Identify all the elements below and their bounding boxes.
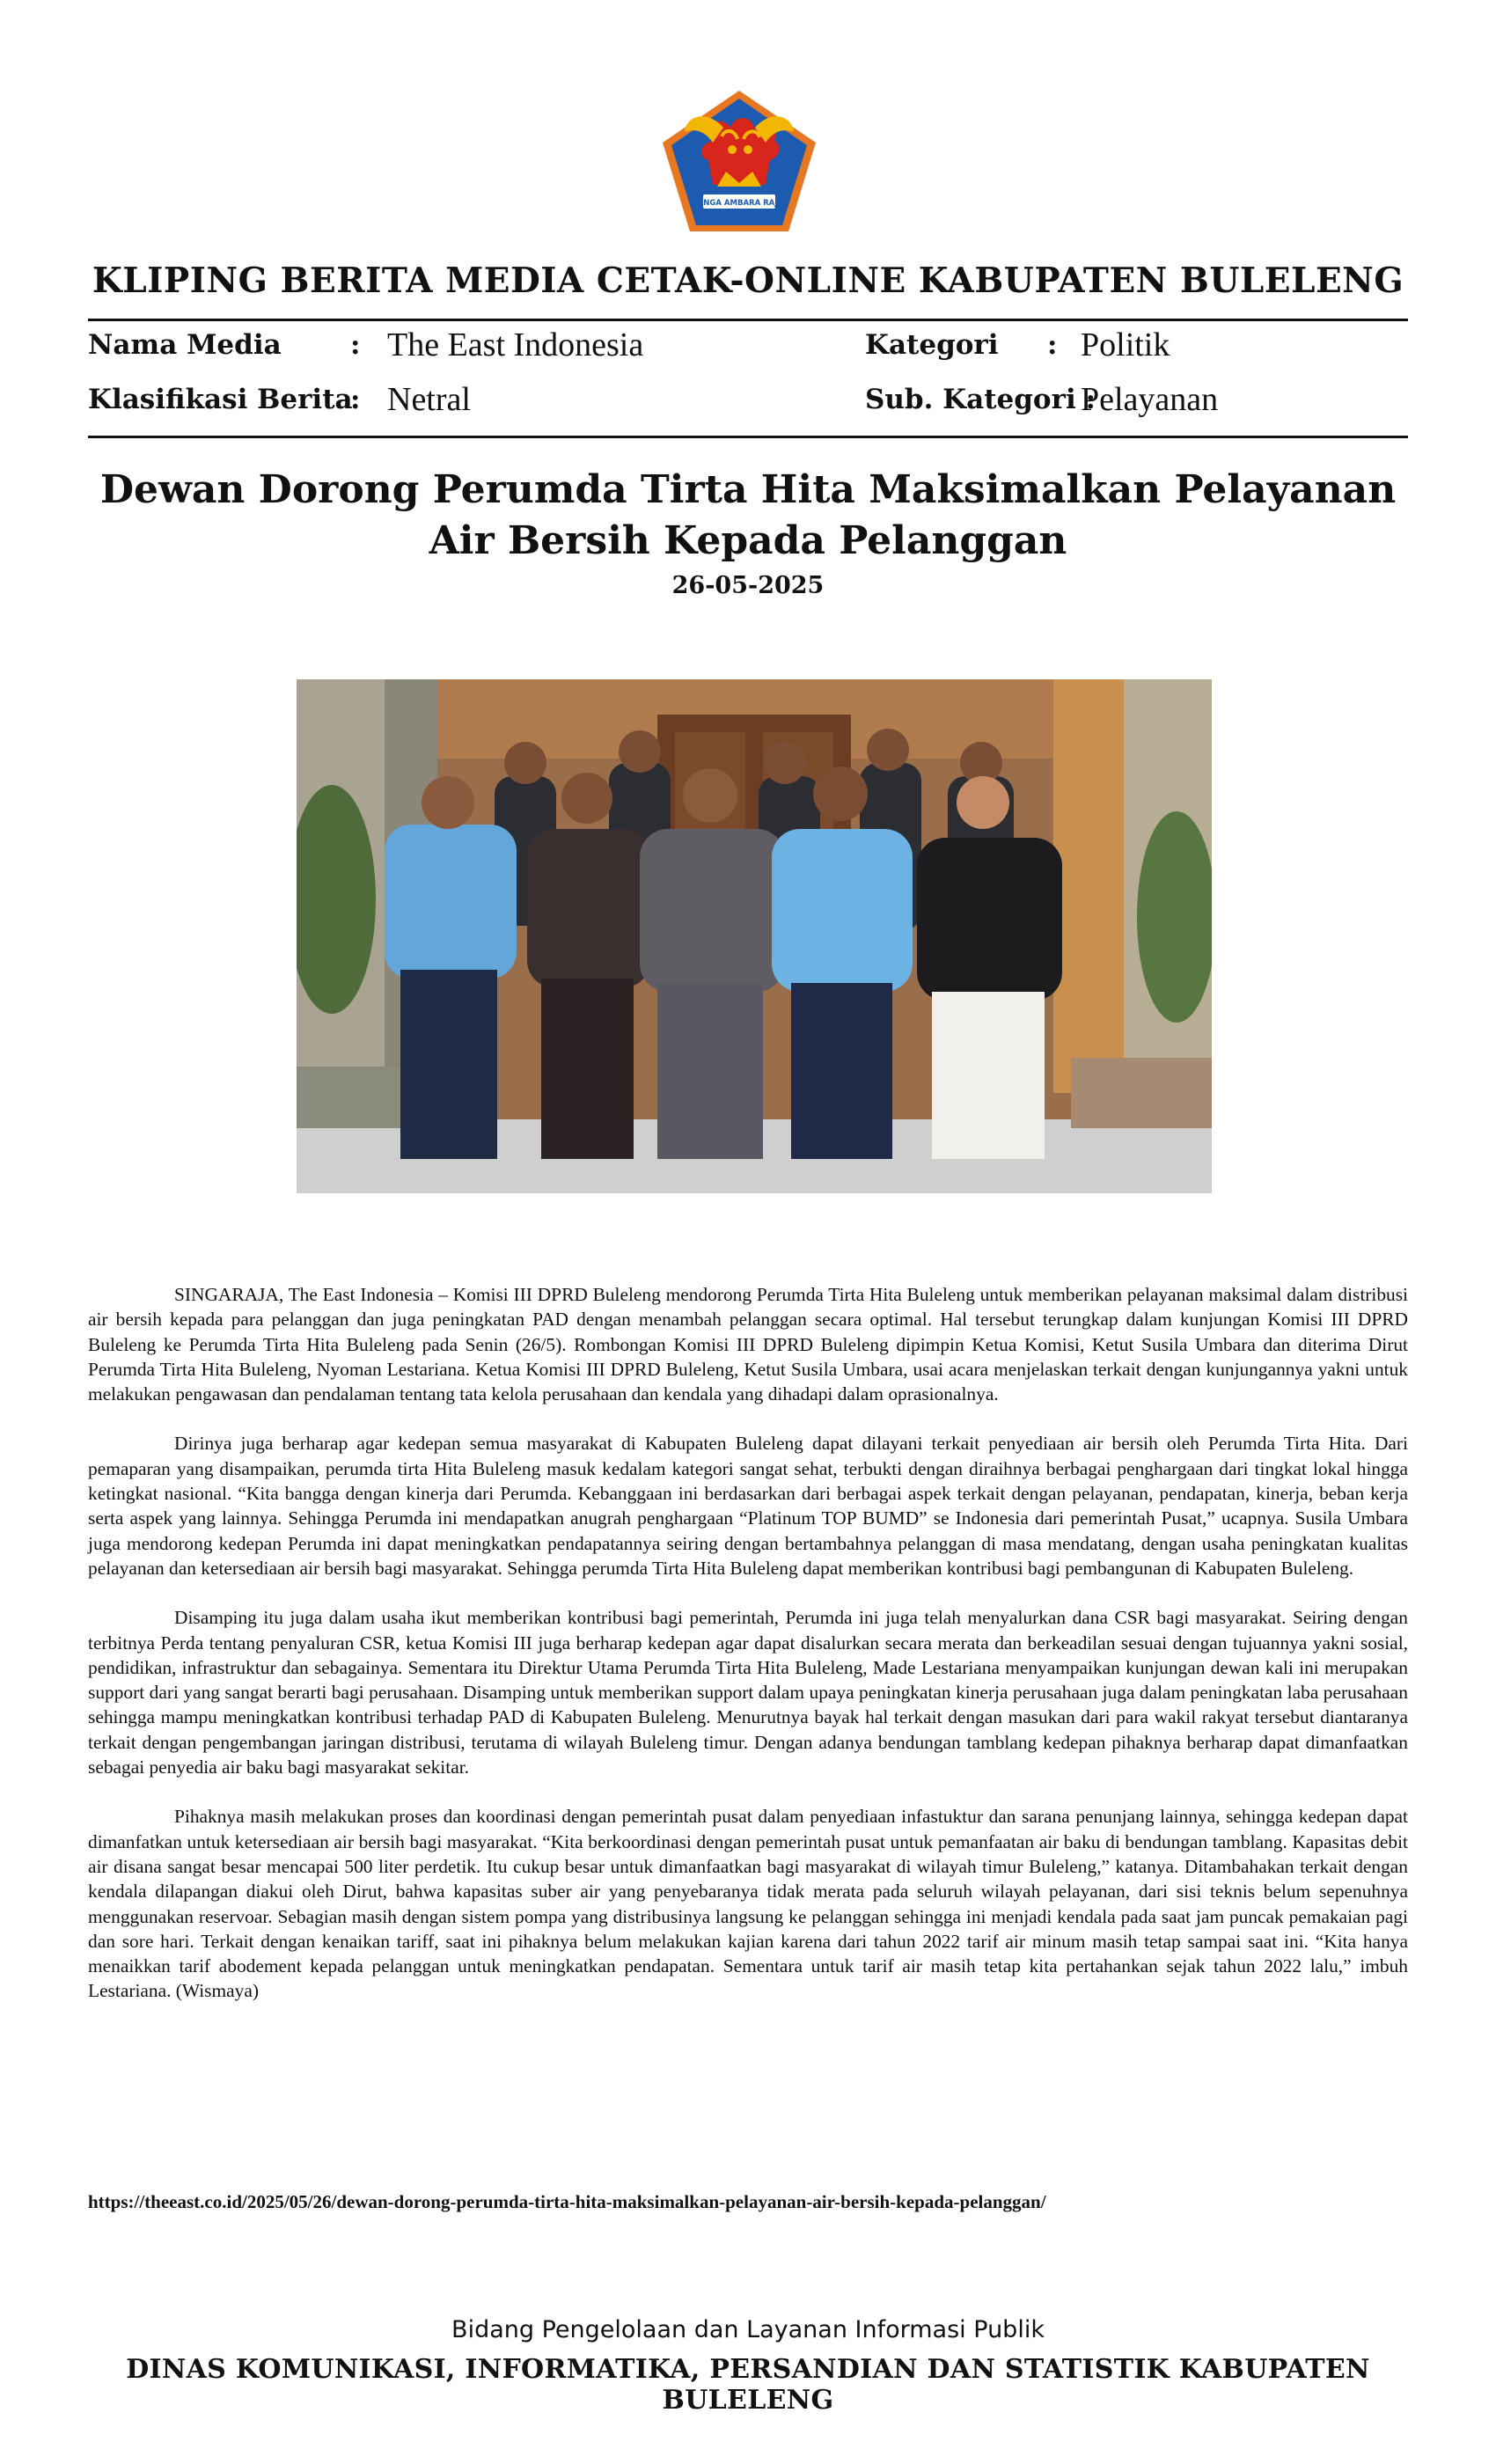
article-body (88, 1282, 1408, 2028)
klasifikasi-colon: : (350, 384, 361, 415)
subkategori-value: Pelayanan (1081, 381, 1219, 418)
article-title: Dewan Dorong Perumda Tirta Hita Maksimalkan Pelayanan Air Bersih Kepada Pelanggan (99, 467, 1397, 563)
klasifikasi-label: Klasifikasi Berita (88, 384, 353, 415)
clipping-header-title: KLIPING BERITA MEDIA CETAK-ONLINE KABUPATEN BULELENG (92, 260, 1404, 301)
article-paragraph: Pihaknya masih melakukan proses dan koordinasi dengan pemerintah pusat dalam penyediaan infastuktur dan sarana penunjang lainnya, sehingga kedepan dapat dimanfatkan untuk ketersediaan air bersih bagi masyarakat. “Kita berkoordinasi dengan pemerintah pusat untuk pemanfaatan air baku di bendungan tamblang. Kapasitas debit air disana sangat besar mencapai 500 liter perdetik. Itu cukup besar untuk dimanfaatkan bagi masyarakat di wilayah timur Buleleng,” katanya. Ditambahakan terkait dengan kendala dilapangan diakui oleh Dirut, bahwa kapasitas suber air yang penyebaranya tidak merata pada seluruh wilayah pelayanan, dari sisi teknis belum sepenuhnya menggunakan reservoar. Sebagian masih dengan sistem pompa yang distribusinya langsung ke pelanggan sehingga ini menjadi kendala pada saat jam puncak pemakaian pagi dan sore hari. Terkait dengan kenaikan tariff, saat ini pihaknya belum melakukan kajian karena dari tahun 2022 tarif air minum masih tetap sampai saat ini. “Kita hanya menaikkan tarif abodement kepada pelanggan untuk meningkatkan pendapatan. Sementara untuk tarif air masih tetap kita pertahankan sejak tahun 2022 lalu,” imbuh Lestariana. (Wismaya) (88, 1806, 1408, 2002)
klasifikasi-value: Netral (387, 381, 471, 418)
footer-agency: DINAS KOMUNIKASI, INFORMATIKA, PERSANDIAN DAN STATISTIK KABUPATEN BULELENG (126, 2354, 1370, 2416)
subkategori-label: Sub. Kategori : (865, 384, 1096, 415)
buleleng-crest-logo (660, 88, 818, 234)
source-url-link[interactable]: https://theeast.co.id/2025/05/26/dewan-dorong-perumda-tirta-hita-maksimalkan-pelayanan-air-bersih-kepada-pelanggan/ (88, 2191, 1046, 2212)
header-divider-top (88, 319, 1408, 321)
article-photo (297, 679, 1212, 1193)
header-divider-bottom (88, 436, 1408, 438)
kategori-colon: : (1047, 329, 1058, 361)
article-date: 26-05-2025 (671, 572, 825, 599)
article-paragraph: Dirinya juga berharap agar kedepan semua masyarakat di Kabupaten Buleleng dapat dilayani terkait penyediaan air bersih oleh Perumda Tirta Hita. Dari pemaparan yang disampaikan, perumda tirta Hita Buleleng masuk kedalam kategori sangat sehat, terbukti dengan diraihnya berbagai penghargaan dari tingkat lokal hingga ketingkat nasional. “Kita bangga dengan kinerja dari Perumda. Kebanggaan ini berdasarkan dari berbagai aspek terkait dengan pelayanan, pendapatan, kinerja, beban kerja serta aspek yang lainnya. Sehingga Perumda ini mendapatkan anugrah penghargaan “Platinum TOP BUMD” se Indonesia dari pemerintah Pusat,” ucapnya. Susila Umbara juga mendorong kedepan Perumda ini dapat meningkatkan pendapatannya seiring dengan bertambahnya pelanggan di masa mendatang, dengan usaha peningkatan kualitas pelayanan dan ketersediaan air bersih bagi masyarakat. Sehingga perumda Tirta Hita Buleleng dapat memberikan kontribusi bagi pembangunan di Kabupaten Buleleng. (88, 1433, 1408, 1579)
svg-text:SINGA AMBARA RAJA: SINGA AMBARA RAJA (695, 199, 783, 208)
article-paragraph: Disamping itu juga dalam usaha ikut memberikan kontribusi bagi pemerintah, Perumda ini juga telah menyalurkan dana CSR bagi masyarakat. Seiring dengan terbitnya Perda tentang penyaluran CSR, ketua Komisi III juga berharap kedepan agar dapat disalurkan secara merata dan berkeadilan sesuai dengan tujuannya yakni sosial, pendidikan, infrastruktur dan sebagainya. Sementara itu Direktur Utama Perumda Tirta Hita Buleleng, Made Lestariana menyampaikan kunjungan dewan kali ini merupakan support dari yang sangat berarti bagi perusahaan. Disamping untuk memberikan support dalam upaya peningkatan kinerja perusahaan juga dalam peningkatan laba perusahaan sehingga mampu meningkatkan kontribusi terhadap PAD di Kabupaten Buleleng. Menurutnya bayak hal terkait dengan masukan dari para wakil rakyat tersebut diantaranya terkait dengan pengembangan jaringan distribusi, terutama di wilayah Buleleng timur. Dengan adanya bendungan tamblang kedepan pihaknya berharap dapat dimanfaatkan sebagai penyedia air baku bagi masyarakat sekitar. (88, 1607, 1408, 1778)
article-paragraph: SINGARAJA, The East Indonesia – Komisi III DPRD Buleleng mendorong Perumda Tirta Hita Buleleng untuk memberikan pelayanan maksimal dalam distribusi air bersih kepada para pelanggan dan juga peningkatan PAD dengan menambah pelanggan secara optimal. Hal tersebut terungkap dalam kunjungan Komisi III DPRD Buleleng ke Perumda Tirta Hita Buleleng pada Senin (26/5). Rombongan Komisi III DPRD Buleleng dipimpin Ketua Komisi, Ketut Susila Umbara dan diterima Dirut Perumda Tirta Hita Buleleng, Nyoman Lestariana. Ketua Komisi III DPRD Buleleng, Ketut Susila Umbara, usai acara menjelaskan terkait dengan kunjungannya yakni untuk melakukan pengawasan dan pendalaman tentang tata kelola perusahaan dan kendala yang dihadapi dalam oprasionalnya. (88, 1284, 1408, 1405)
kategori-value: Politik (1081, 326, 1170, 363)
media-colon: : (350, 329, 361, 361)
footer-department: Bidang Pengelolaan dan Layanan Informasi Publik (451, 2316, 1045, 2343)
media-label: Nama Media (88, 329, 282, 361)
kategori-label: Kategori (865, 329, 999, 361)
media-value: The East Indonesia (387, 326, 644, 363)
